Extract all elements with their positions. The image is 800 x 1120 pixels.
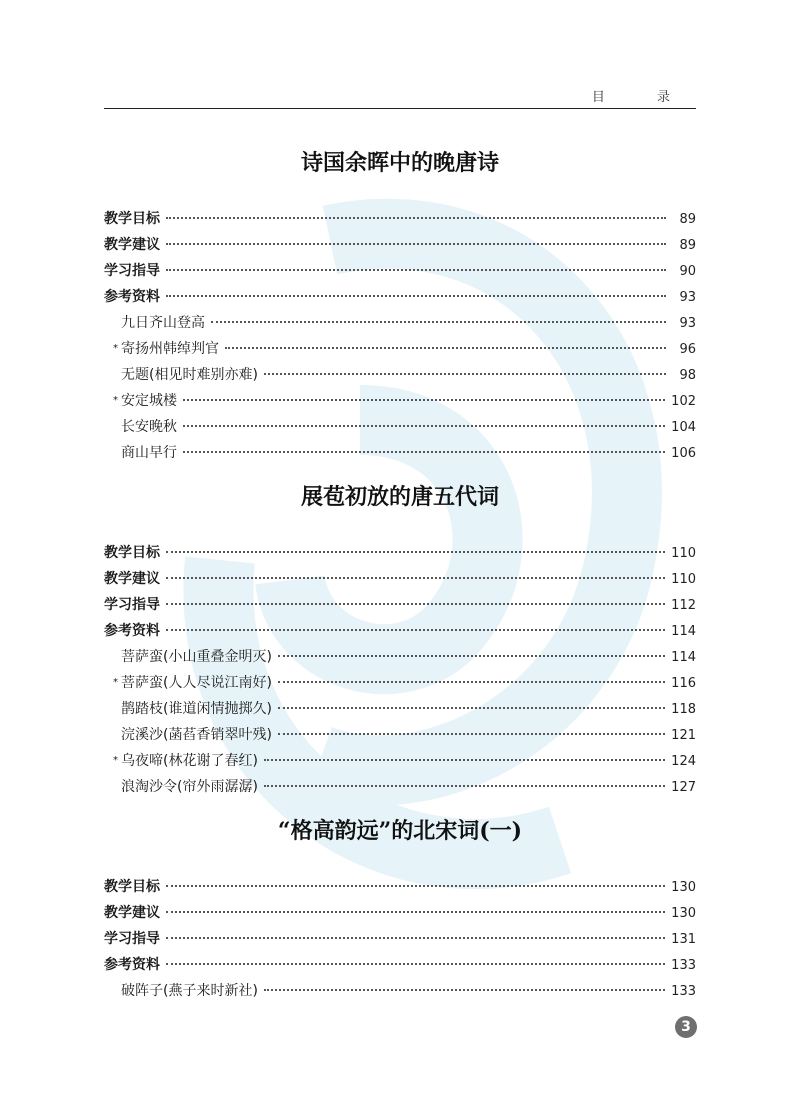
toc-entry[interactable] (104, 722, 696, 748)
leader-dots (166, 269, 666, 271)
entry-label: 教学目标 (104, 545, 160, 561)
entry-label: 教学建议 (104, 571, 160, 587)
toc-entry[interactable] (104, 618, 696, 644)
entry-page: 133 (671, 958, 696, 973)
entry-page: 116 (671, 676, 696, 691)
leader-dots (166, 243, 666, 245)
entry-page: 130 (671, 906, 696, 921)
toc-entry[interactable] (104, 696, 696, 722)
optional-star-mark: * (113, 395, 118, 406)
entry-page: 131 (671, 932, 696, 947)
optional-star-mark: * (113, 677, 118, 688)
section-title: 展苞初放的唐五代词 (300, 484, 499, 510)
toc-entry[interactable] (104, 414, 696, 440)
toc-entry[interactable] (104, 388, 696, 414)
section-title: “格高韵远”的北宋词(一) (277, 818, 523, 844)
toc-entry[interactable] (104, 310, 696, 336)
leader-dots (166, 603, 665, 605)
entry-label: 浪淘沙令(帘外雨潺潺) (121, 779, 258, 795)
entry-page: 118 (671, 702, 696, 717)
toc-entry[interactable] (104, 232, 696, 258)
entry-label: 教学建议 (104, 905, 160, 921)
leader-dots (183, 399, 665, 401)
entry-label: 参考资料 (104, 957, 160, 973)
entry-page: 110 (671, 546, 696, 561)
toc-entry[interactable] (104, 874, 696, 900)
entry-page: 130 (671, 880, 696, 895)
section-title: 诗国余晖中的晚唐诗 (300, 150, 499, 176)
entry-page: 102 (671, 394, 696, 409)
page-header (104, 82, 696, 109)
toc-section (104, 480, 696, 800)
entry-page: 89 (679, 212, 696, 227)
entry-label: 乌夜啼(林花谢了春红) (121, 753, 258, 769)
entry-label: 菩萨蛮(小山重叠金明灭) (121, 649, 272, 665)
entry-label: 学习指导 (104, 263, 160, 279)
leader-dots (278, 681, 665, 683)
leader-dots (166, 217, 666, 219)
entry-page: 98 (679, 368, 696, 383)
optional-star-mark: * (113, 343, 118, 354)
entry-label: 破阵子(燕子来时新社) (121, 983, 258, 999)
entry-label: 菩萨蛮(人人尽说江南好) (121, 675, 272, 691)
entry-label: 商山早行 (121, 445, 177, 461)
entry-page: 90 (679, 264, 696, 279)
toc-entry[interactable] (104, 774, 696, 800)
toc-entry[interactable] (104, 258, 696, 284)
entry-label: 参考资料 (104, 623, 160, 639)
toc-entry[interactable] (104, 284, 696, 310)
entry-page: 124 (671, 754, 696, 769)
entry-label: 教学目标 (104, 879, 160, 895)
entry-page: 133 (671, 984, 696, 999)
entry-page: 93 (679, 316, 696, 331)
entry-page: 112 (671, 598, 696, 613)
leader-dots (183, 451, 665, 453)
entry-label: 教学建议 (104, 237, 160, 253)
entry-page: 104 (671, 420, 696, 435)
optional-star-mark: * (113, 755, 118, 766)
toc-entry[interactable] (104, 336, 696, 362)
entry-page: 93 (679, 290, 696, 305)
entry-page: 114 (671, 650, 696, 665)
toc-entry[interactable] (104, 644, 696, 670)
entry-page: 96 (679, 342, 696, 357)
toc-entry[interactable] (104, 362, 696, 388)
entry-label: 九日齐山登高 (121, 315, 205, 331)
toc-entry[interactable] (104, 670, 696, 696)
leader-dots (264, 373, 666, 375)
leader-dots (166, 295, 666, 297)
entry-page: 114 (671, 624, 696, 639)
toc-entry[interactable] (104, 748, 696, 774)
leader-dots (278, 733, 665, 735)
leader-dots (166, 551, 665, 553)
entry-page: 121 (671, 728, 696, 743)
toc-list (104, 206, 696, 466)
toc-entry[interactable] (104, 978, 696, 1004)
entry-page: 89 (679, 238, 696, 253)
leader-dots (166, 629, 665, 631)
toc-section (104, 146, 696, 466)
leader-dots (278, 655, 665, 657)
entry-page: 106 (671, 446, 696, 461)
header-title: 目 录 (591, 90, 694, 105)
leader-dots (225, 347, 666, 349)
entry-label: 安定城楼 (121, 393, 177, 409)
entry-label: 长安晚秋 (121, 419, 177, 435)
entry-label: 参考资料 (104, 289, 160, 305)
toc-list (104, 540, 696, 800)
toc-entry[interactable] (104, 952, 696, 978)
entry-label: 鹊踏枝(谁道闲情抛掷久) (121, 701, 272, 717)
leader-dots (264, 759, 665, 761)
toc-section (104, 814, 696, 1004)
entry-label: 学习指导 (104, 597, 160, 613)
toc-entry[interactable] (104, 926, 696, 952)
entry-label: 无题(相见时难别亦难) (121, 367, 258, 383)
entry-page: 110 (671, 572, 696, 587)
leader-dots (264, 989, 665, 991)
leader-dots (264, 785, 665, 787)
entry-label: 寄扬州韩绰判官 (121, 341, 219, 357)
toc-list (104, 874, 696, 1004)
toc-entry[interactable] (104, 900, 696, 926)
toc-entry[interactable] (104, 206, 696, 232)
leader-dots (211, 321, 666, 323)
entry-label: 学习指导 (104, 931, 160, 947)
page-number-badge: 3 (675, 1016, 697, 1038)
leader-dots (183, 425, 665, 427)
entry-label: 教学目标 (104, 211, 160, 227)
leader-dots (278, 707, 665, 709)
leader-dots (166, 937, 665, 939)
toc-entry[interactable] (104, 540, 696, 566)
entry-label: 浣溪沙(菡萏香销翠叶残) (121, 727, 272, 743)
leader-dots (166, 963, 665, 965)
entry-page: 127 (671, 780, 696, 795)
toc-entry[interactable] (104, 566, 696, 592)
toc-entry[interactable] (104, 592, 696, 618)
leader-dots (166, 911, 665, 913)
leader-dots (166, 577, 665, 579)
toc-entry[interactable] (104, 440, 696, 466)
leader-dots (166, 885, 665, 887)
